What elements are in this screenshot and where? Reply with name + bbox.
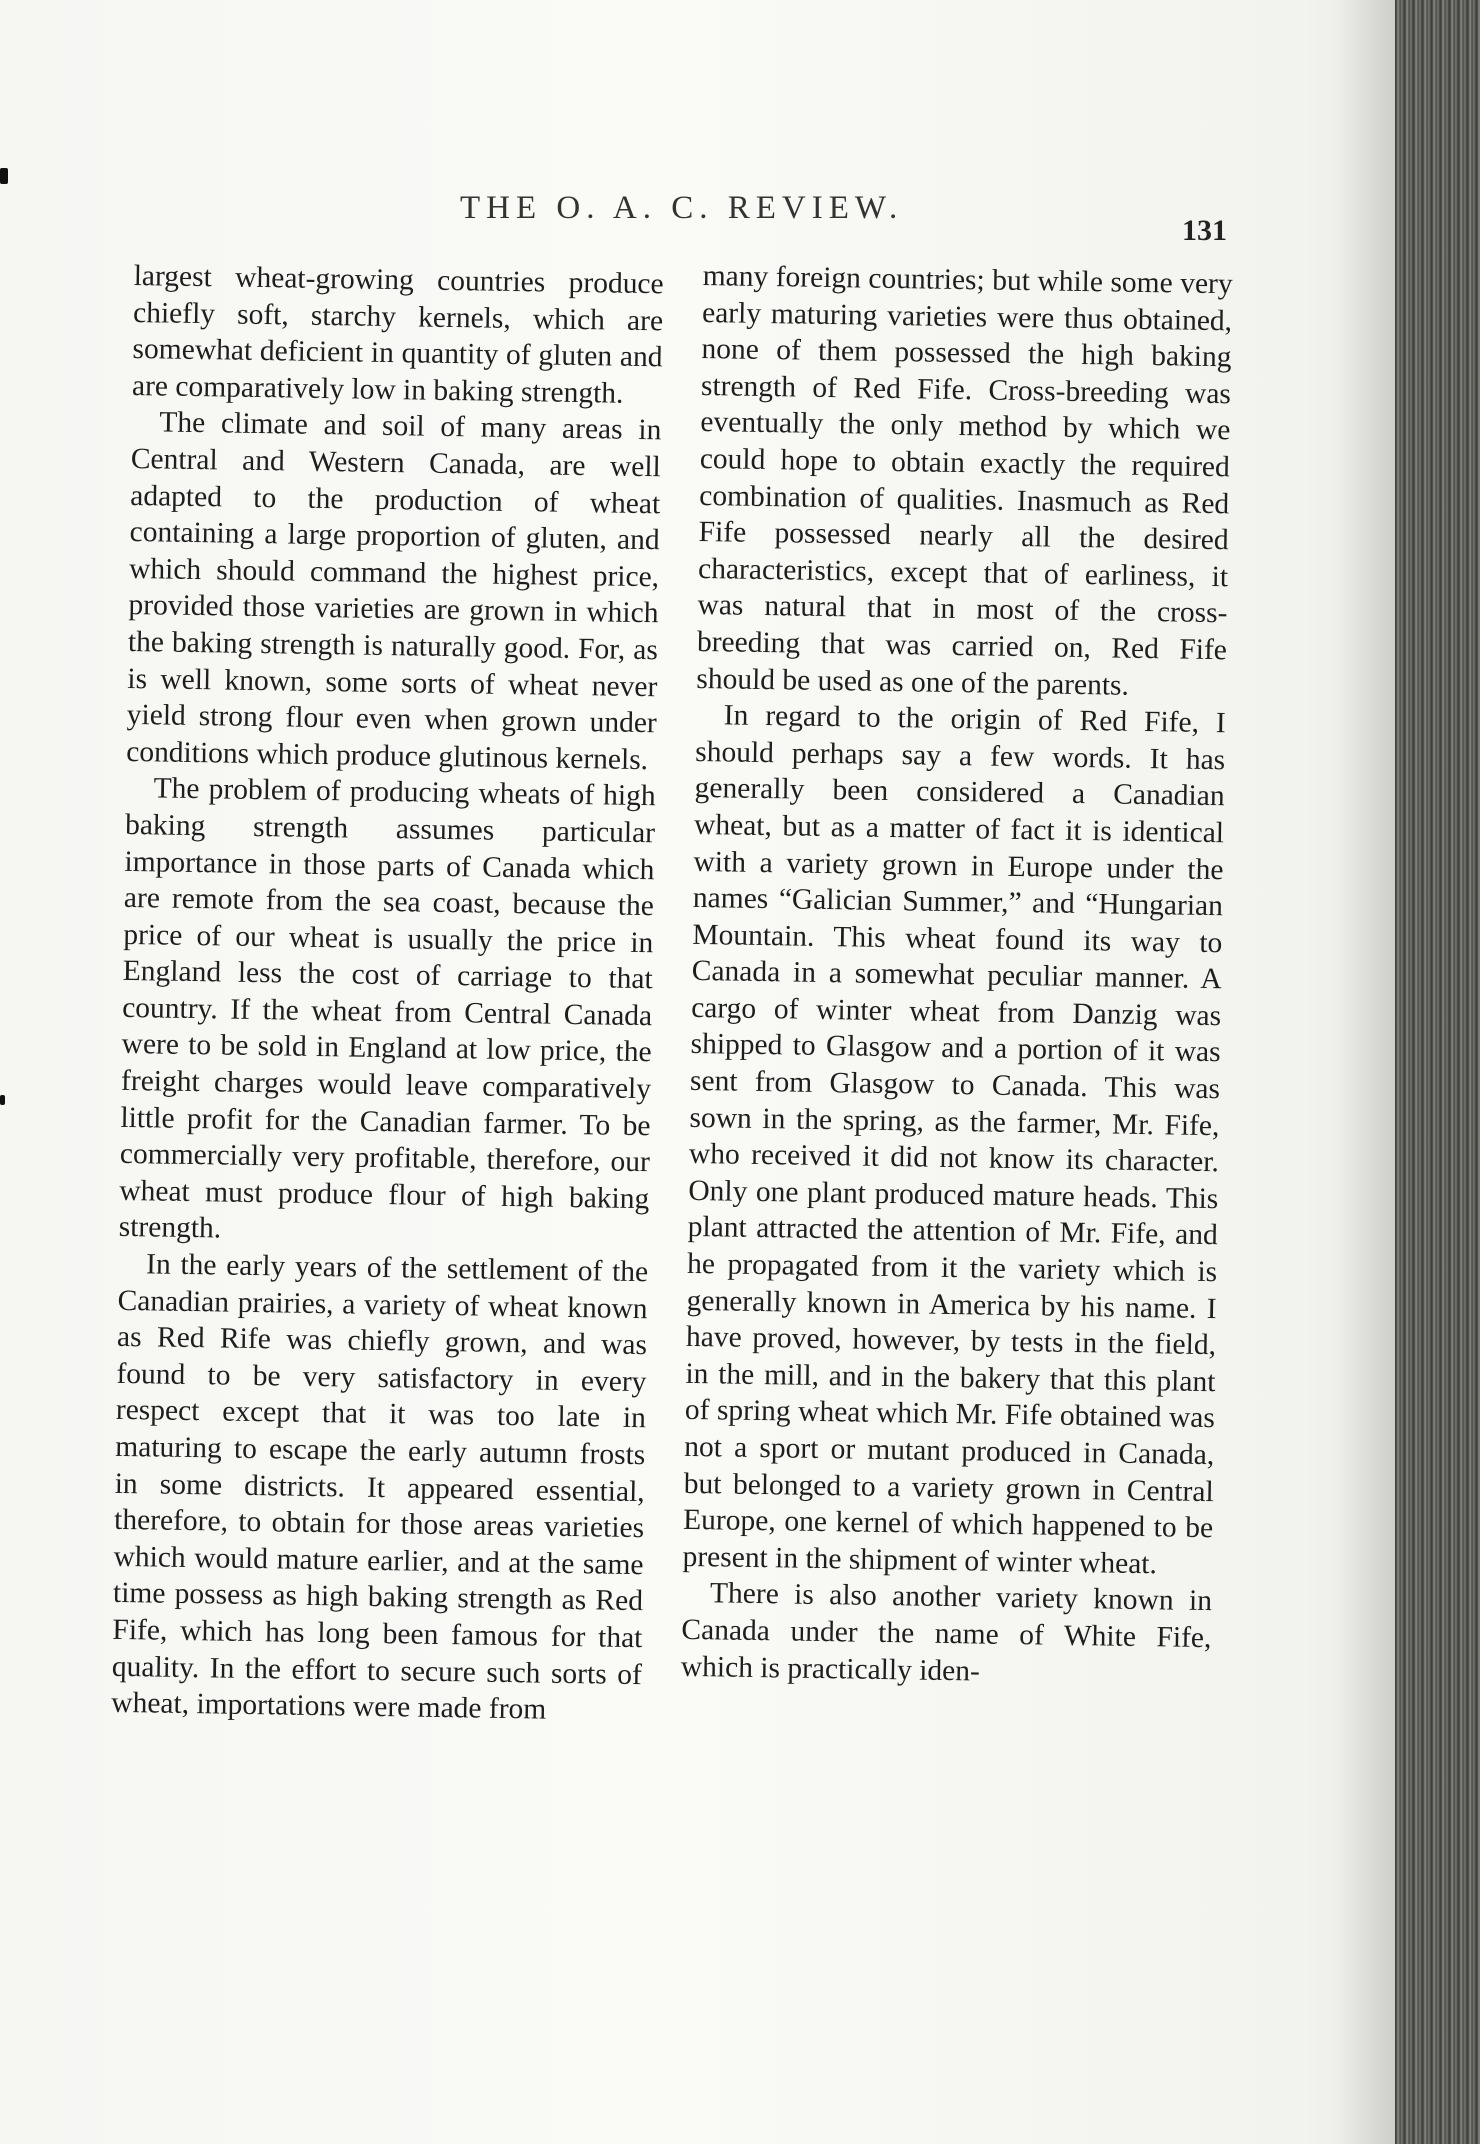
paragraph: The climate and soil of many areas in Central and Western Canada, are well adapted to the production of wheat containing a large proportion of gluten, and which should command the highest price, provided those varieties are grown in which the baking strength is naturally good. For, as is well known, some sorts of wheat never yield strong flour even when grown under conditions which produce glutinous kernels. (125, 406, 662, 776)
paragraph: There is also another variety known in Canada under the name of White Fife, which is practically iden- (680, 1577, 1213, 1688)
running-head: THE O. A. C. REVIEW. (460, 190, 904, 226)
paragraph: largest wheat-growing countries produce chiefly soft, starchy kernels, which are somewhat deficient in quantity of gluten and are comparatively low in baking strength. (131, 259, 664, 410)
right-column (681, 258, 1233, 1693)
left-column (111, 258, 664, 1730)
scan-mark (0, 1095, 5, 1105)
page-gutter-shadow (1335, 0, 1395, 2144)
book-page-edges (1395, 0, 1480, 2144)
paragraph: In regard to the origin of Red Fife, I should perhaps say a few words. It has generally been considered a Canadian wheat, but as a matter of fact it is identical with a variety grown in Europe under the names “Galician Summer,” and “Hungarian Mountain. This wheat found its way to Canada in a somewhat peculiar manner. A cargo of winter wheat from Danzig was shipped to Glasgow and a portion of it was sent from Glasgow to Canada. This was sown in the spring, as the farmer, Mr. Fife, who received it did not know its character. Only one plant produced mature heads. This plant attracted the attention of Mr. Fife, and he propagated from it the variety which is generally known in America by his name. I have proved, however, by tests in the field, in the mill, and in the bakery that this plant of spring wheat which Mr. Fife obtained was not a sport or mutant produced in Canada, but belonged to a variety grown in Central Europe, one kernel of which happened to be present in the shipment of winter wheat. (682, 699, 1227, 1581)
paragraph: In the early years of the settlement of the Canadian prairies, a variety of wheat known as Red Rife was chiefly grown, and was found to be very satisfactory in every respect except that it was too late in maturing to escape the early autumn frosts in some districts. It appeared essential, therefore, to obtain for those areas varieties which would mature earlier, and at the same time possess as high baking strength as Red Fife, which has long been famous for that quality. In the effort to secure such sorts of wheat, importations were made from (111, 1248, 649, 1726)
paragraph: many foreign countries; but while some very early maturing varieties were thus obtained, none of them possessed the high baking strength of Red Fife. Cross-breeding was eventually the only method by which we could hope to obtain exactly the required combination of qualities. Inasmuch as Red Fife possessed nearly all the desired characteristics, except that of earliness, it was natural that in most of the cross-breeding that was carried on, Red Fife should be used as one of the parents. (696, 259, 1233, 702)
scan-mark (0, 168, 8, 184)
paragraph: The problem of producing wheats of high baking strength assumes particular importance in those parts of Canada which are remote from the sea coast, because the price of our wheat is usually the price in England less the cost of carriage to that country. If the wheat from Central Canada were to be sold in England at low price, the freight charges would leave comparatively little profit for the Canadian farmer. To be commercially very profitable, therefore, our wheat must produce flour of high baking strength. (118, 772, 656, 1245)
page-number: 131 (1182, 214, 1227, 247)
